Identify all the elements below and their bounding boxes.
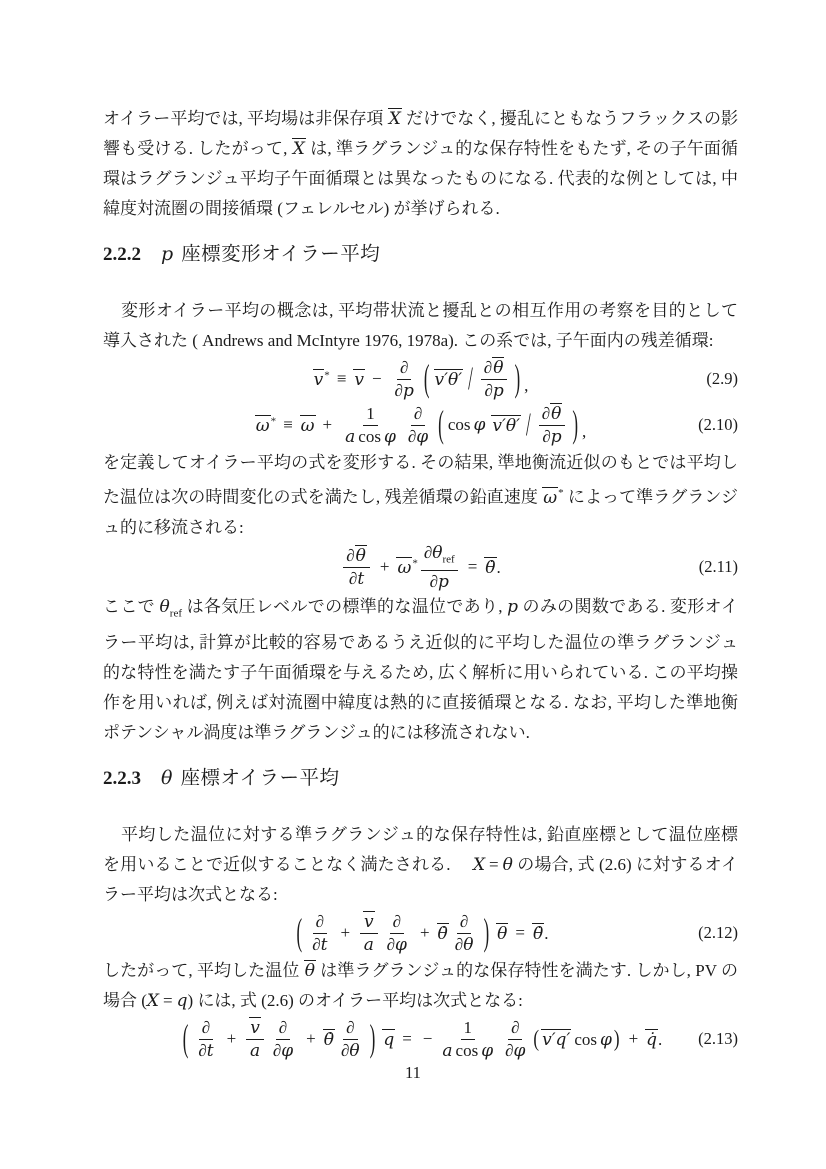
big-left-paren: ( (423, 356, 430, 400)
math-thetadot-bar: θ̇. (532, 923, 549, 944)
mid-left-paren: ( (533, 1025, 540, 1052)
math-q-bar: q (383, 1029, 395, 1050)
minus-sign: − (371, 369, 382, 388)
plus-sign: + (419, 923, 430, 943)
frac-d-dphi: $\frac{\partial}{\partial\varphi}$ (272, 1017, 294, 1061)
big-right-paren: ) (369, 1016, 376, 1060)
para6-text-3: には, 式 (2.6) のオイラー平均は次式となる: (193, 991, 523, 1011)
equation-number: (2.9) (706, 369, 738, 388)
para6-text-2: は準ラグランジュ的な保存特性を満たす. しかし, PV の場合 (103, 961, 738, 1011)
plus-sign: + (226, 1029, 237, 1049)
para2-text-1: 変形オイラー平均の概念は, 平均帯状流と擾乱との相互作用の考察を目的として導入された ( Andrews and McIntyre 1976, 1978a). この系では, 子午面内の残差循環: (103, 301, 738, 350)
section-heading-2-2-2 (103, 238, 738, 266)
comma: , (524, 376, 529, 395)
frac-d-dt: $\frac{\partial}{\partial t}$ (312, 911, 328, 955)
math-heat-flux-bar: v′θ′ (434, 369, 463, 390)
para-eulerian-mean-intro (103, 104, 738, 224)
minus-sign: − (422, 1029, 433, 1049)
math-omega-bar-star: ω* (397, 557, 418, 578)
equals-sign: = (515, 923, 525, 943)
section-title: 座標変形オイラー平均 (181, 243, 381, 265)
section-number: 2.2.3 (103, 768, 141, 790)
math-p-inline: p (507, 597, 518, 618)
big-left-paren: ( (182, 1016, 189, 1060)
equation-2-13-body (103, 1017, 738, 1061)
math-cos-phi: cos φ (447, 415, 486, 435)
math-thetadot-bar: θ̇ (323, 1029, 334, 1050)
math-pv-flux-bar: v′q′ cos φ (542, 1029, 612, 1050)
math-omega-bar-star-inline: ω* (543, 487, 564, 508)
section-math-var-theta: θ (161, 767, 173, 790)
para1-text-1: オイラー平均では, 平均場は非保存項 (103, 109, 388, 128)
equation-2-12 (103, 910, 738, 956)
frac-d-dphi: $\frac{\partial}{\partial\varphi}$ (386, 911, 407, 955)
equation-2-12-body (103, 911, 738, 955)
equation-2-10 (103, 402, 738, 448)
para-residual-circulation (103, 448, 738, 543)
equation-number: (2.11) (698, 557, 738, 577)
equation-2-9 (103, 356, 738, 402)
para1-text-2: だけでなく, 擾乱にともなうフラックスの影響も受ける. したがって, (103, 109, 738, 158)
math-X-bar: X (388, 109, 401, 129)
equation-number: (2.10) (698, 415, 738, 434)
section-title: 座標オイラー平均 (180, 767, 340, 790)
frac-d-dtheta: $\frac{\partial}{\partial\theta}$ (454, 911, 474, 955)
plus-sign: + (322, 415, 333, 434)
math-X-equals-theta: X = θ (472, 855, 513, 876)
big-left-paren: ( (296, 910, 303, 954)
comma: , (582, 422, 587, 441)
para5-text-2: の場合, 式 (2.6) に対するオイラー平均は次式となる: (103, 855, 738, 905)
math-theta-ref-inline: $\theta_{ref}$ (159, 597, 182, 620)
math-v-bar-star: v* (313, 368, 330, 390)
section-heading-2-2-3 (103, 762, 738, 790)
big-left-paren: ( (438, 402, 444, 446)
math-heat-flux-bar: v′θ′ (492, 415, 520, 436)
para4-text-3: のみの関数である. 変形オイラー平均は, 計算が比較的容易であるうえ近似的に平均した温位の準ラグランジュ的な特性を満たす子午面循環を与えるため, 広く解析に用いられている. この平均操作を用いれば, 例えば対流圏中緯度は熱的に直接循環となる. なお, 平均した準地衡ポテンシャル渦度は準ラグランジュ的には移流されない. (103, 597, 739, 743)
frac-dtheta-dt: $\frac{\partial\theta}{\partial t}$ (343, 545, 370, 589)
equals-sign: = (402, 1029, 412, 1049)
plus-sign: + (340, 923, 351, 943)
equiv-sign: ≡ (336, 369, 347, 388)
frac-d-dp: $\frac{\partial}{\partial p}$ (394, 357, 414, 401)
equation-2-9-body (103, 357, 738, 401)
math-omega-bar: ω (300, 415, 315, 436)
para-theta-ref (103, 592, 738, 748)
equiv-sign: ≡ (283, 415, 293, 434)
para3-text-1: を定義してオイラー平均の式を変形する. その結果, 準地衡流近似のもとでは平均した温位は次の時間変化の式を満たし, 残差循環の鉛直速度 (103, 453, 738, 507)
plus-sign: + (379, 557, 390, 577)
para1-text-3: は, 準ラグランジュ的な保存特性をもたず, その子午面循環はラグランジュ平均子午面循環とは異なったものになる. 代表的な例としては, 中緯度対流圏の間接循環 (フェレルセル) が挙げられる. (103, 139, 739, 218)
frac-vbar-over-a: $\frac{v}{a}$ (246, 1017, 264, 1061)
para-tem-intro (103, 296, 738, 356)
section-number: 2.2.2 (103, 244, 141, 265)
big-right-paren: ) (483, 910, 490, 954)
big-right-paren: ) (514, 356, 521, 400)
plus-sign: + (628, 1029, 639, 1049)
equation-2-13 (103, 1016, 738, 1062)
plus-sign: + (306, 1029, 316, 1049)
equation-2-11-body (103, 543, 738, 592)
math-v-bar: v (354, 369, 364, 390)
frac-one-over-acos: $\frac{1}{\text{a cos φ}}$ (442, 1017, 494, 1061)
equation-number: (2.12) (698, 923, 738, 943)
big-slash: / (525, 405, 531, 443)
equation-2-11 (103, 543, 738, 592)
math-thetadot-bar: θ̇. (485, 557, 501, 578)
para4-text-2: は各気圧レベルでの標準的な温位であり, (182, 597, 508, 617)
page-number: 11 (405, 1063, 421, 1082)
frac-dtheta-dp: $\frac{\partial\theta}{\partial p}$ (481, 357, 508, 401)
mid-right-paren: ) (613, 1025, 620, 1052)
para-pv-case (103, 956, 738, 1016)
para5-text-1: 平均した温位に対する準ラグランジュ的な保存特性は, 鉛直座標として温位座標を用いることで近似することなく満たされる. (103, 825, 738, 875)
frac-dtheta-dp: $\frac{\partial\theta}{\partial p}$ (539, 403, 566, 447)
math-X-bar: X (292, 139, 305, 159)
frac-d-dphi: $\frac{\partial}{\partial\varphi}$ (407, 403, 429, 447)
big-slash: / (468, 359, 473, 397)
frac-d-dtheta: $\frac{\partial}{\partial\theta}$ (340, 1017, 360, 1061)
frac-vbar-over-a: $\frac{v}{a}$ (360, 911, 378, 955)
equation-2-10-body (103, 403, 738, 447)
para6-text-1: したがって, 平均した温位 (103, 961, 304, 981)
math-qdot-bar: q̇. (646, 1029, 663, 1050)
frac-dthetaref-dp: $\frac{\partial\theta_{ref}}{\partial p}$ (421, 543, 458, 592)
para-theta-coordinate (103, 820, 738, 910)
frac-d-dt: $\frac{\partial}{\partial t}$ (198, 1017, 214, 1061)
math-theta-bar: θ (497, 923, 508, 944)
math-theta-bar-inline: θ (304, 961, 315, 982)
big-right-paren: ) (572, 402, 579, 446)
frac-one-over-acos: $\frac{1}{\text{a cos φ}}$ (345, 403, 396, 447)
equation-number: (2.13) (698, 1029, 738, 1049)
section-math-var-p: p (161, 243, 174, 265)
math-omega-bar-star: ω* (255, 414, 277, 436)
math-thetadot-bar: θ̇ (437, 923, 448, 944)
para3-text-2: によって準ラグランジュ的に移流される: (103, 487, 739, 537)
math-X-equals-q: (X = q) (141, 991, 194, 1012)
equals-sign: = (467, 557, 478, 577)
para4-text-1: ここで (103, 597, 160, 617)
frac-d-dphi: $\frac{\partial}{\partial\varphi}$ (505, 1017, 526, 1061)
